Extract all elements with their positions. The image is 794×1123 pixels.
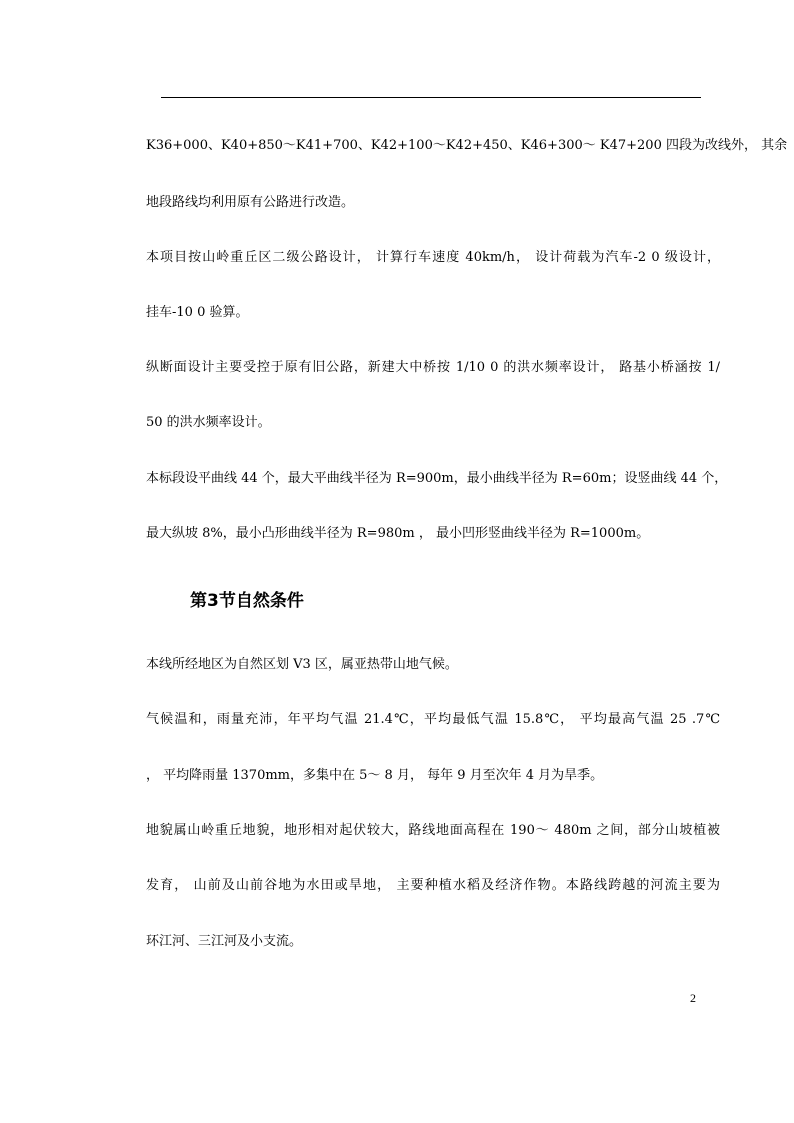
section-heading: 第3节自然条件 xyxy=(190,591,304,611)
paragraph-line: 本线所经地区为自然区划 V3 区，属亚热带山地气候。 xyxy=(146,657,458,672)
paragraph-line: 最大纵坡 8%，最小凸形曲线半径为 R=980m ， 最小凹形竖曲线半径为 R=1000m。 xyxy=(146,526,650,541)
page-number: 2 xyxy=(690,991,696,1005)
header-rule xyxy=(161,97,701,98)
paragraph-line: 发育， 山前及山前谷地为水田或旱地， 主要种植水稻及经济作物。本路线跨越的河流主要为 xyxy=(146,878,720,893)
paragraph-line: 地貌属山岭重丘地貌，地形相对起伏较大，路线地面高程在 190～ 480m 之间，部分山坡植被 xyxy=(146,823,720,838)
paragraph-line: K36+000、K40+850～K41+700、K42+100～K42+450、K46+300～ K47+200 四段为改线外， 其余 xyxy=(146,138,788,153)
paragraph-line: 挂车-10 0 验算。 xyxy=(146,305,249,320)
paragraph-line: 本项目按山岭重丘区二级公路设计， 计算行车速度 40km/h， 设计荷载为汽车-2 0 级设计， xyxy=(146,250,720,265)
paragraph-line: 纵断面设计主要受控于原有旧公路，新建大中桥按 1/10 0 的洪水频率设计， 路基小桥涵按 1/ xyxy=(146,360,720,375)
paragraph-line: 50 的洪水频率设计。 xyxy=(146,415,271,430)
paragraph-line: ， 平均降雨量 1370mm，多集中在 5～ 8 月， 每年 9 月至次年 4 月为旱季。 xyxy=(146,768,604,783)
paragraph-line: 地段路线均利用原有公路进行改造。 xyxy=(146,195,355,210)
paragraph-line: 环江河、三江河及小支流。 xyxy=(146,934,303,949)
paragraph-line: 本标段设平曲线 44 个，最大平曲线半径为 R=900m，最小曲线半径为 R=60m；设竖曲线 44 个， xyxy=(146,471,728,486)
paragraph-line: 气候温和，雨量充沛，年平均气温 21.4℃，平均最低气温 15.8℃， 平均最高气温 25 .7℃ xyxy=(146,712,720,727)
